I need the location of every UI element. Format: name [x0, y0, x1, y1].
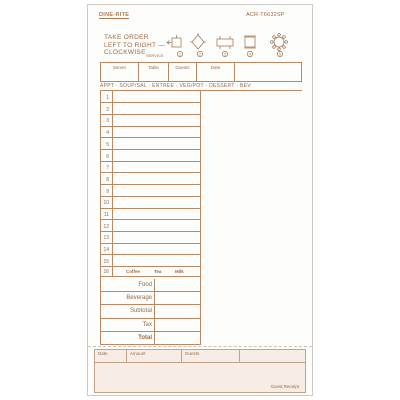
divider	[200, 91, 201, 345]
blank-field[interactable]	[235, 63, 301, 81]
receipt-guests-field[interactable]	[182, 350, 240, 362]
diagram-number: 3	[224, 52, 226, 57]
order-item-row[interactable]	[100, 256, 200, 267]
order-item-row[interactable]	[100, 186, 200, 197]
total-row-beverage[interactable]	[100, 292, 200, 305]
table-diagram-4-icon	[244, 36, 256, 48]
date-field[interactable]	[197, 63, 235, 81]
table-diagram-2-icon	[190, 33, 206, 49]
row-number: 10	[103, 200, 109, 207]
order-item-row[interactable]	[100, 139, 200, 150]
order-item-row[interactable]	[100, 244, 200, 255]
row-number: 5	[106, 141, 109, 148]
row-number: 15	[103, 258, 109, 265]
row-number: 11	[103, 212, 109, 218]
row-number: 1	[106, 95, 109, 101]
order-item-row[interactable]	[100, 151, 200, 162]
divider	[100, 90, 302, 91]
order-item-row[interactable]	[100, 197, 200, 208]
receipt-amount-field[interactable]	[127, 350, 182, 362]
diagram-number: 1	[179, 52, 181, 57]
receipt-blank-field[interactable]	[240, 350, 305, 362]
row-number: 8	[106, 176, 109, 183]
receipt-amount-label: Amount	[130, 351, 146, 356]
instruction-line: TAKE ORDER	[104, 34, 149, 41]
row-number: 2	[106, 106, 109, 113]
brand-logo: DINE-RITE	[99, 12, 130, 18]
row-number: 13	[103, 235, 109, 242]
table-diagram-1-icon	[167, 35, 181, 47]
order-item-row[interactable]	[100, 92, 200, 103]
receipt-date-field[interactable]	[95, 350, 127, 362]
row-number: 4	[106, 130, 109, 137]
total-row-food[interactable]	[100, 279, 200, 292]
diagram-number: 2	[199, 52, 201, 57]
form-code: ACR-T6632SP	[246, 12, 285, 18]
order-item-row[interactable]	[100, 104, 200, 115]
total-label: Subtotal	[129, 308, 152, 315]
instruction-line: CLOCKWISE	[104, 49, 146, 56]
seating-diagrams	[158, 33, 298, 59]
guest-check-form	[87, 4, 313, 396]
order-item-row[interactable]	[100, 221, 200, 232]
server-field[interactable]	[101, 63, 139, 81]
guests-label: Guests	[175, 65, 190, 70]
total-row-tax[interactable]	[100, 319, 200, 332]
tea-label: Tea	[154, 269, 162, 274]
table-diagram-5-icon	[271, 34, 288, 51]
total-label: Tax	[142, 321, 152, 328]
order-item-row[interactable]	[100, 162, 200, 173]
coffee-label: Coffee	[126, 269, 141, 274]
row-number: 6	[106, 153, 109, 160]
row-number: 12	[103, 223, 109, 230]
divider	[95, 362, 305, 363]
totals-section	[100, 279, 200, 345]
total-row-total[interactable]	[100, 332, 200, 345]
diagram-number: 5	[279, 52, 281, 57]
divider	[154, 279, 155, 345]
receipt-guests-label: Guests	[185, 351, 200, 356]
course-sequence: APPT · SOUP/SAL · ENTREE · VEG/POT · DESSERT · BEV	[100, 83, 251, 89]
diagram-number: 4	[249, 52, 251, 57]
row-number: 7	[106, 165, 109, 172]
order-item-row[interactable]	[100, 174, 200, 185]
row-number: 9	[106, 188, 109, 195]
beverage-row[interactable]	[100, 267, 200, 277]
guest-receipt-caption: Guest Receipt	[270, 384, 299, 389]
total-label: Food	[138, 282, 152, 288]
instruction-line: LEFT TO RIGHT —	[104, 41, 166, 49]
order-item-row[interactable]	[100, 209, 200, 220]
server-label: Server	[112, 65, 127, 70]
perforation-line	[88, 346, 312, 347]
service-label: SERVICE	[146, 53, 164, 58]
table-label: Table	[148, 65, 159, 70]
total-row-subtotal[interactable]	[100, 305, 200, 318]
row-number: 14	[103, 247, 109, 254]
row-number: 16	[103, 269, 109, 275]
order-item-row[interactable]	[100, 127, 200, 138]
total-label: Total	[138, 334, 152, 341]
total-label: Beverage	[126, 295, 152, 302]
order-item-row[interactable]	[100, 232, 200, 243]
row-number: 3	[106, 118, 109, 125]
guests-field[interactable]	[169, 63, 197, 81]
guest-receipt-stub	[94, 349, 306, 393]
milk-label: Milk	[175, 269, 184, 274]
order-item-row[interactable]	[100, 115, 200, 126]
order-header-fields	[100, 62, 302, 82]
table-field[interactable]	[139, 63, 169, 81]
receipt-date-label: Date	[98, 351, 108, 356]
divider	[112, 91, 113, 276]
table-diagram-3-icon	[217, 36, 233, 49]
date-label: Date	[210, 65, 221, 70]
